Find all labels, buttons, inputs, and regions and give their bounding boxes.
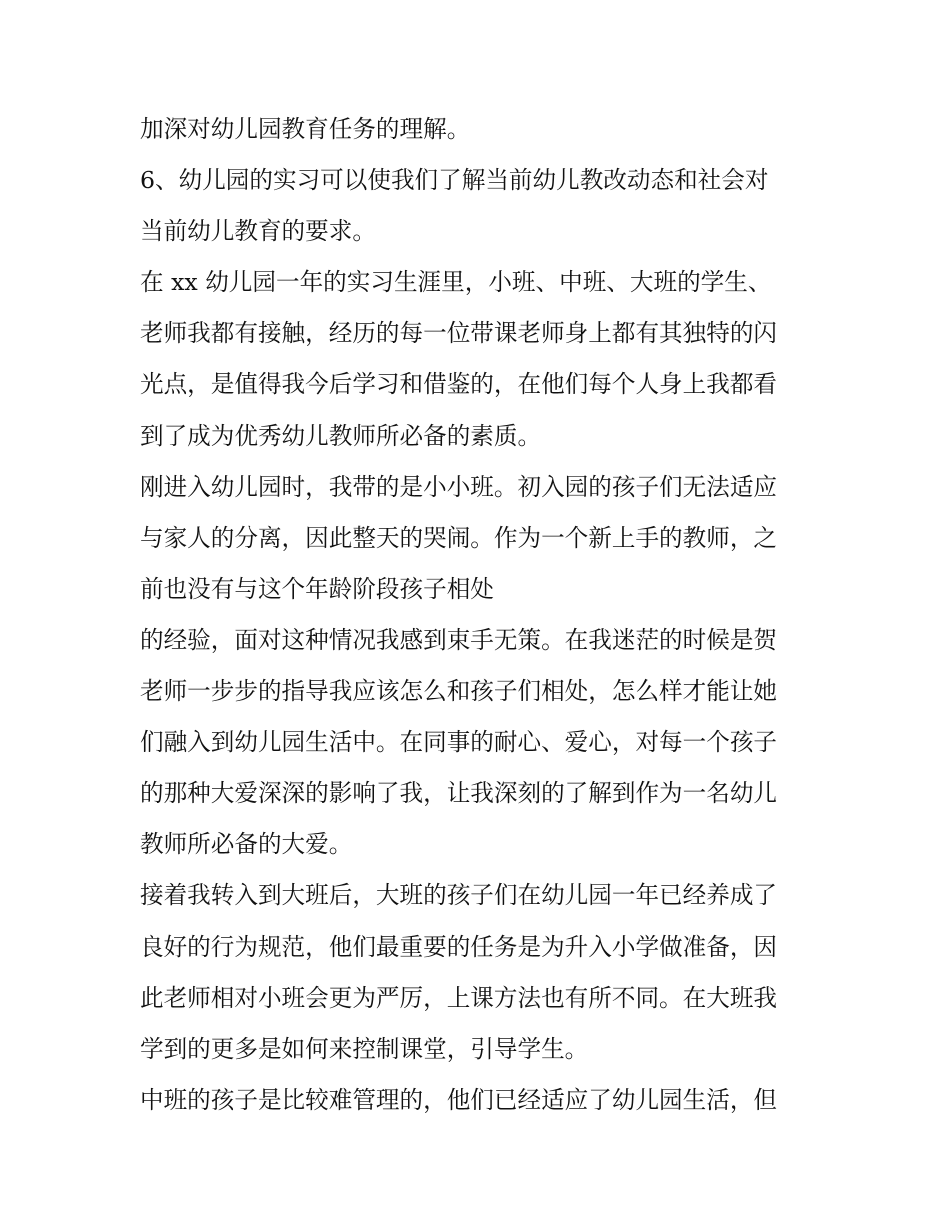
text-line: 光点，是值得我今后学习和借鉴的，在他们每个人身上我都看 <box>140 370 778 399</box>
text-line: 接着我转入到大班后，大班的孩子们在幼儿园一年已经养成了 <box>140 881 778 910</box>
text-line: 与家人的分离，因此整天的哭闹。作为一个新上手的教师，之 <box>140 523 778 552</box>
text-line: 的经验，面对这种情况我感到束手无策。在我迷茫的时候是贺 <box>140 625 778 654</box>
text-line: 当前幼儿教育的要求。 <box>140 217 376 246</box>
document-body <box>140 108 830 1130</box>
text-line: 们融入到幼儿园生活中。在同事的耐心、爱心，对每一个孩子 <box>140 728 778 757</box>
text-line: 6、幼儿园的实习可以使我们了解当前幼儿教改动态和社会对 <box>140 166 769 195</box>
text-line: 的那种大爱深深的影响了我，让我深刻的了解到作为一名幼儿 <box>140 779 778 808</box>
text-line: 学到的更多是如何来控制课堂，引导学生。 <box>140 1034 589 1063</box>
text-line: 前也没有与这个年龄阶段孩子相处 <box>140 574 494 603</box>
text-line: 中班的孩子是比较难管理的，他们已经适应了幼儿园生活，但 <box>140 1085 778 1114</box>
text-line: 此老师相对小班会更为严厉，上课方法也有所不同。在大班我 <box>140 983 778 1012</box>
text-line: 良好的行为规范，他们最重要的任务是为升入小学做准备，因 <box>140 932 778 961</box>
text-line: 在 xx 幼儿园一年的实习生涯里，小班、中班、大班的学生、 <box>140 268 772 297</box>
text-line: 到了成为优秀幼儿教师所必备的素质。 <box>140 421 542 450</box>
text-line: 老师一步步的指导我应该怎么和孩子们相处，怎么样才能让她 <box>140 677 778 706</box>
text-line: 加深对幼儿园教育任务的理解。 <box>140 115 471 143</box>
text-line: 刚进入幼儿园时，我带的是小小班。初入园的孩子们无法适应 <box>140 472 778 501</box>
text-line: 教师所必备的大爱。 <box>140 830 353 859</box>
text-line: 老师我都有接触，经历的每一位带课老师身上都有其独特的闪 <box>140 319 778 348</box>
